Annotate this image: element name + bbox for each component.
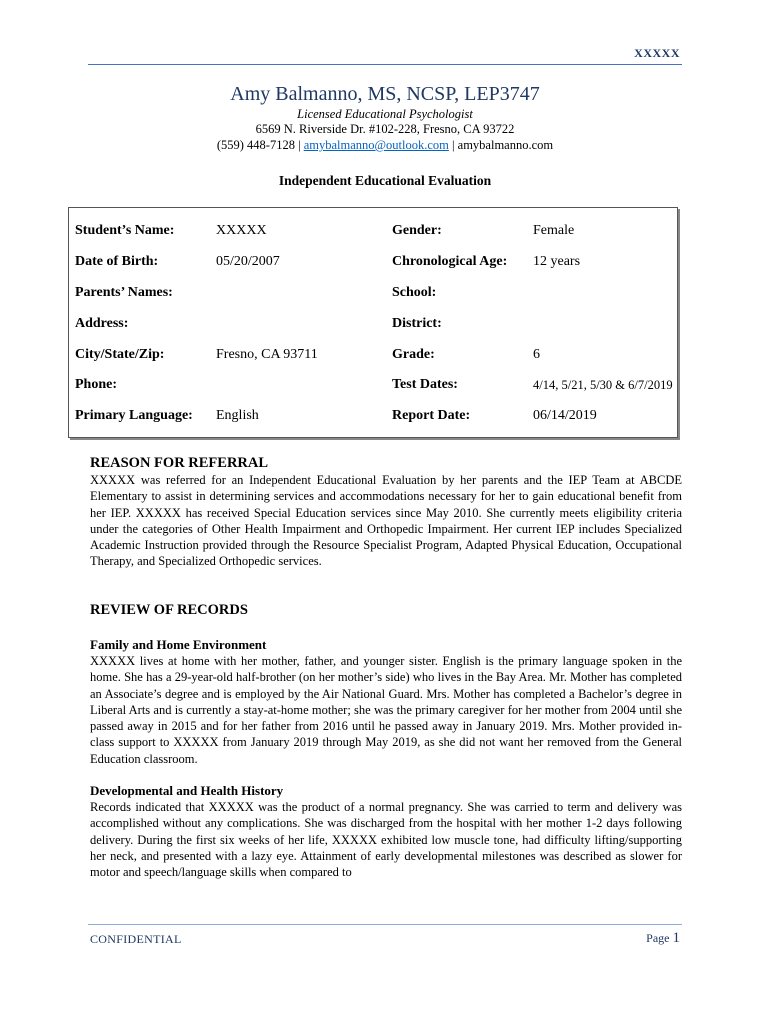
gender-value: Female [533, 223, 575, 238]
page-label: Page [646, 931, 670, 945]
footer-rule [88, 924, 682, 925]
header-rule [88, 64, 682, 65]
dev-heading: Developmental and Health History [90, 783, 284, 798]
dob-value: 05/20/2007 [216, 254, 280, 269]
page-number-value: 1 [672, 930, 680, 946]
grade-value: 6 [533, 347, 540, 362]
age-label: Chronological Age: [392, 254, 508, 269]
author-title: Licensed Educational Psychologist [297, 107, 473, 121]
city-value: Fresno, CA 93711 [216, 347, 318, 362]
grade-label: Grade: [392, 347, 435, 362]
report-date-label: Report Date: [392, 408, 471, 423]
parents-label: Parents’ Names: [75, 285, 173, 300]
report-date-value: 06/14/2019 [533, 408, 597, 423]
author-contact [0, 138, 770, 153]
dob-label: Date of Birth: [75, 254, 159, 269]
document-title: Independent Educational Evaluation [278, 173, 492, 188]
page-number [646, 930, 680, 947]
family-text: XXXXX lives at home with her mother, father, and younger sister. English is the primary language spoken in the home. She has a 29-year-old half-brother (on her mother’s side) who lives in the Bay Area. Mr. Mother has completed an Associate’s degree and is employed by the Air National Guard. Mrs. Mother has completed a Bachelor’s degree in Liberal Arts and is currently a stay-at-home mother; she was the primary caregiver for her mother from 2004 until she passed away in 2015 and for her father from 2016 until he passed away in January 2019. Mrs. Mother provided in-class support to XXXXX from January 2019 through May 2019, as she did not want her removed from the General Education classroom. [90, 654, 682, 766]
address-label: Address: [75, 316, 129, 331]
footer-confidential: CONFIDENTIAL [90, 932, 182, 946]
header-label: XXXXX [634, 46, 680, 60]
author-address: 6569 N. Riverside Dr. #102-228, Fresno, CA 93722 [255, 122, 515, 136]
author-website: | amybalmanno.com [452, 138, 554, 152]
language-label: Primary Language: [75, 408, 193, 423]
dev-text: Records indicated that XXXXX was the product of a normal pregnancy. She was carried to term and delivery was accomplished without any complications. She was discharged from the hospital with her mother 1-2 days following delivery. During the first six weeks of her life, XXXXX exhibited low muscle tone, had difficulty lifting/supporting her neck, and presented with a lazy eye. Attainment of early developmental milestones was described as slower for motor and speech/language skills when compared to [90, 800, 682, 880]
language-value: English [216, 408, 259, 423]
school-label: School: [392, 285, 437, 300]
student-info-box [68, 207, 678, 438]
family-heading: Family and Home Environment [90, 637, 267, 652]
student-name-label: Student’s Name: [75, 223, 175, 238]
age-value: 12 years [533, 254, 581, 269]
test-dates-label: Test Dates: [392, 377, 458, 392]
city-label: City/State/Zip: [75, 347, 165, 362]
author-phone: (559) 448-7128 | [216, 138, 301, 152]
referral-heading: REASON FOR REFERRAL [90, 455, 269, 471]
test-dates-value: 4/14, 5/21, 5/30 & 6/7/2019 [533, 378, 673, 392]
author-email-link[interactable]: amybalmanno@outlook.com [303, 138, 449, 152]
author-name: Amy Balmanno, MS, NCSP, LEP3747 [230, 83, 540, 105]
referral-text: XXXXX was referred for an Independent Educational Evaluation by her parents and the IEP Team at ABCDE Elementary to assist in determining services and accommodations necessary for her to gain educational benefit from her IEP. XXXXX has received Special Education services since May 2010. She currently meets eligibility criteria under the categories of Other Health Impairment and Orthopedic Impairment. Her current IEP includes Specialized Academic Instruction provided through the Resource Specialist Program, Adapted Physical Education, Occupational Therapy, and Specialized Orthopedic services. [90, 473, 682, 569]
gender-label: Gender: [392, 223, 442, 238]
phone-label: Phone: [75, 377, 117, 392]
student-name-value: XXXXX [216, 223, 267, 238]
records-heading: REVIEW OF RECORDS [90, 602, 248, 618]
district-label: District: [392, 316, 442, 331]
